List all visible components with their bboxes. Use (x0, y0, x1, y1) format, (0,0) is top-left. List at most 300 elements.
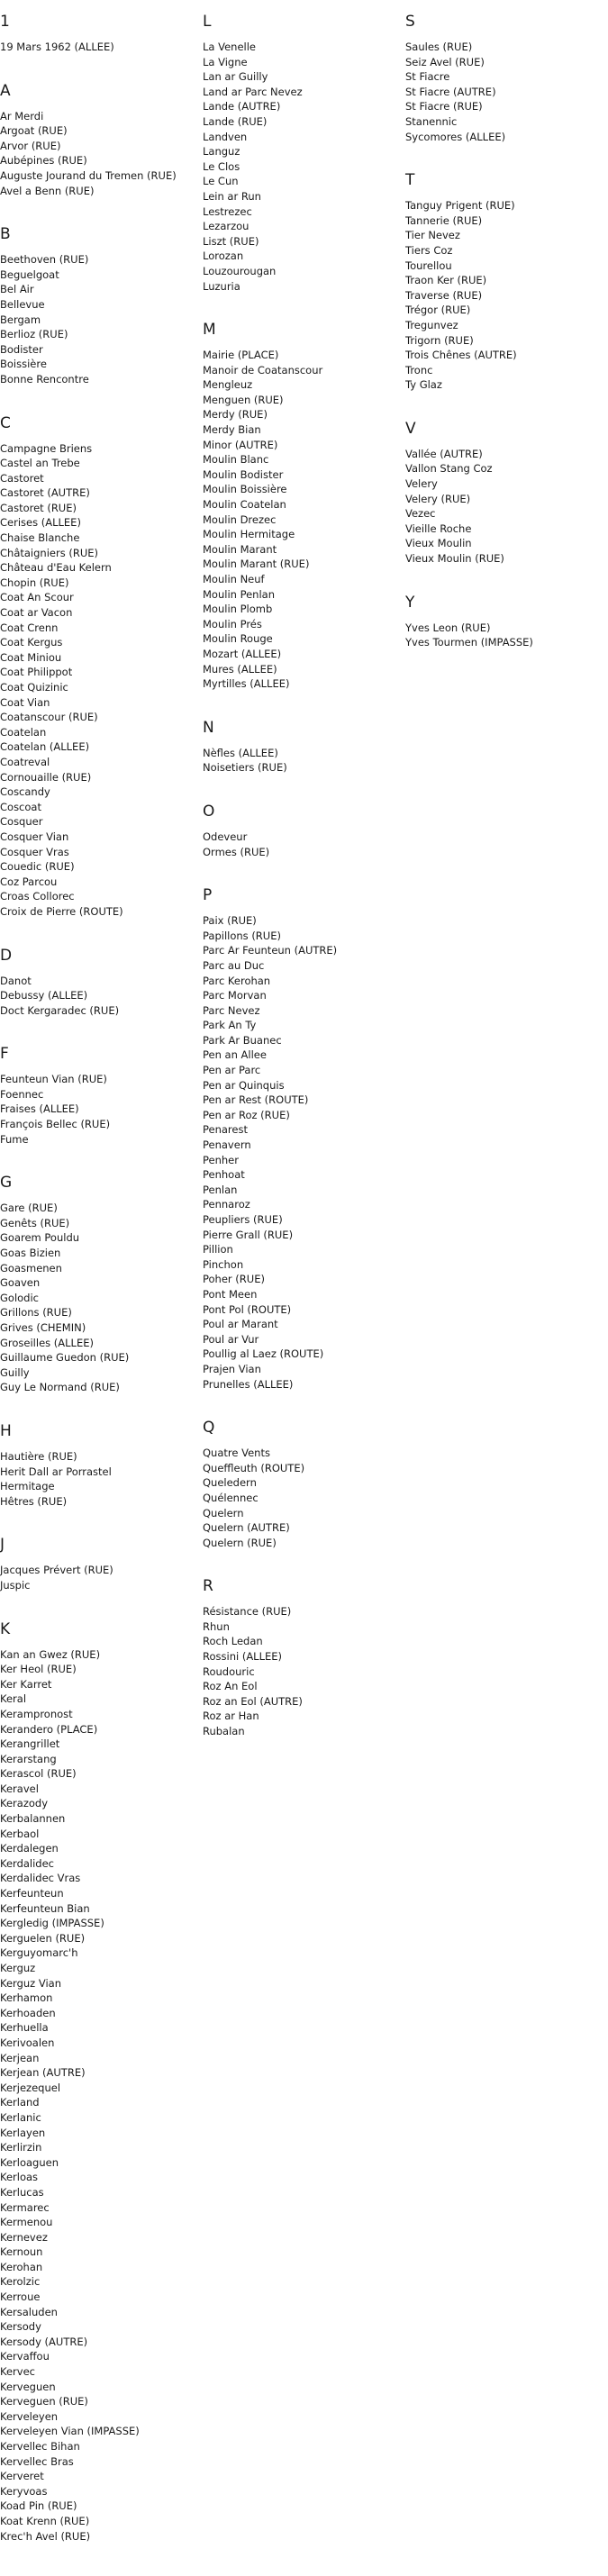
letter-section (203, 1577, 401, 1738)
street-entry: Penher (203, 1153, 239, 1166)
street-entry: Kerfeunteun Bian (0, 1901, 90, 1915)
section-letter-heading: T (405, 171, 415, 190)
street-entry: Castoret (RUE) (0, 501, 77, 514)
street-entry: Kerveret (0, 2470, 44, 2483)
street-entry: Lezarzou (203, 220, 250, 233)
street-entry: Coatanscour (RUE) (0, 711, 98, 724)
street-entry: Merdy Bian (203, 423, 261, 437)
street-entry: Odeveur (203, 830, 248, 843)
street-entry: Lande (AUTRE) (203, 100, 281, 113)
street-entry: Hêtres (RUE) (0, 1494, 68, 1508)
street-entry: Kerhoaden (0, 2006, 56, 2019)
street-entry: 19 Mars 1962 (ALLEE) (0, 41, 114, 53)
street-entry: Kersody (0, 2320, 41, 2334)
street-entry: Châtaigniers (RUE) (0, 546, 98, 559)
street-entry: Parc Morvan (203, 989, 267, 1002)
street-entry: Moulin Prés (203, 617, 262, 630)
street-entry: Tiers Coz (405, 243, 453, 257)
street-entry: Hautière (RUE) (0, 1449, 77, 1463)
street-entry: Moulin Marant (RUE) (203, 558, 310, 571)
street-entry: Goas Bizien (0, 1247, 61, 1260)
letter-section (0, 82, 198, 199)
street-entry: Cornouaille (RUE) (0, 770, 92, 784)
street-entry: Ormes (RUE) (203, 845, 270, 858)
street-entry: Bergam (0, 313, 41, 326)
street-entry: Coat Philippot (0, 666, 73, 679)
street-entry: Yves Leon (RUE) (405, 621, 491, 634)
street-entry: Seiz Avel (RUE) (405, 55, 485, 68)
letter-section (203, 886, 401, 1392)
street-entry: Coatelan (ALLEE) (0, 740, 90, 754)
street-entry: Lan ar Guilly (203, 70, 268, 84)
street-entry: Coscoat (0, 800, 41, 813)
street-entry: Aubépines (RUE) (0, 154, 87, 168)
street-entry: Quelern (203, 1506, 244, 1519)
street-entry: Keravel (0, 1782, 39, 1795)
street-entry: Pen an Allee (203, 1048, 267, 1062)
street-entry: Pen ar Quinquis (203, 1078, 285, 1092)
street-entry: Tourellou (405, 259, 452, 272)
street-entry: Tannerie (RUE) (405, 213, 483, 227)
street-entry: Jacques Prévert (RUE) (0, 1564, 113, 1577)
street-entry: Kerguyomarc'h (0, 1946, 78, 1960)
street-entry: Tregunvez (405, 318, 458, 331)
street-entry: Saules (RUE) (405, 41, 473, 53)
street-entry: Grives (CHEMIN) (0, 1321, 86, 1334)
street-entry: Park Ar Buanec (203, 1033, 282, 1047)
street-entry: Coat Miniou (0, 650, 62, 664)
section-letter-heading: G (0, 1174, 13, 1193)
street-entry: Kerlucas (0, 2185, 44, 2199)
street-entry: Château d'Eau Kelern (0, 561, 112, 575)
street-entry: Penlan (203, 1183, 238, 1196)
street-entry: Lorozan (203, 249, 244, 263)
street-entry: Le Cun (203, 175, 239, 188)
street-entry: Kerhuella (0, 2021, 49, 2035)
street-entry: Poullig al Laez (ROUTE) (203, 1347, 324, 1361)
street-entry: Kergledig (IMPASSE) (0, 1917, 104, 1930)
street-entry: Avel a Benn (RUE) (0, 184, 95, 197)
street-entry: Sycomores (ALLEE) (405, 130, 506, 143)
section-letter-heading: D (0, 946, 13, 965)
index-column-3 (405, 13, 603, 677)
street-entry: Debussy (ALLEE) (0, 989, 88, 1002)
street-entry: Groseilles (ALLEE) (0, 1336, 94, 1349)
street-entry: Peupliers (RUE) (203, 1213, 283, 1226)
letter-section (0, 947, 198, 1019)
street-entry: Cosquer Vian (0, 830, 69, 843)
street-entry: Rhun (203, 1619, 230, 1633)
street-entry: Berlioz (RUE) (0, 328, 68, 341)
street-entry: St Fiacre (405, 70, 450, 84)
street-entry: Velery (RUE) (405, 492, 471, 505)
letter-section (405, 594, 603, 650)
street-entry: Parc au Duc (203, 958, 265, 972)
street-entry: Landven (203, 130, 248, 143)
street-entry: Coat Vian (0, 695, 50, 709)
street-entry: Pen ar Parc (203, 1064, 261, 1077)
index-column-2 (203, 13, 401, 1766)
street-entry: Queffleuth (ROUTE) (203, 1461, 305, 1474)
street-entry: Tier Nevez (405, 229, 460, 242)
street-entry: Mozart (ALLEE) (203, 647, 282, 660)
section-letter-heading: J (0, 1536, 5, 1555)
street-entry: Vallée (AUTRE) (405, 447, 483, 460)
letter-section (0, 1422, 198, 1509)
letter-section (203, 803, 401, 859)
section-letter-heading: P (203, 886, 213, 905)
street-entry: Castel an Trebe (0, 457, 80, 470)
street-entry: Parc Kerohan (203, 974, 271, 987)
street-entry: Parc Ar Feunteun (AUTRE) (203, 944, 338, 957)
street-entry: Kerveguen (0, 2380, 56, 2393)
street-entry: Ar Merdi (0, 109, 44, 122)
street-entry: Kerjean (0, 2051, 40, 2064)
section-letter-heading: 1 (0, 13, 10, 31)
street-entry: Land ar Parc Nevez (203, 85, 303, 98)
street-entry: Beguelgoat (0, 268, 59, 281)
street-entry: Moulin Penlan (203, 587, 276, 601)
street-entry: Tanguy Prigent (RUE) (405, 199, 515, 213)
street-entry: Ker Karret (0, 1677, 52, 1691)
street-entry: Nèfles (ALLEE) (203, 746, 278, 759)
street-entry: Kerbaol (0, 1827, 40, 1840)
street-entry: Pen ar Rest (ROUTE) (203, 1093, 309, 1107)
street-entry: Feunteun Vian (RUE) (0, 1073, 107, 1086)
letter-section (405, 420, 603, 567)
street-entry: Roz an Eol (AUTRE) (203, 1694, 303, 1708)
street-entry: Queledern (203, 1476, 257, 1490)
street-entry: Prajen Vian (203, 1362, 261, 1375)
street-entry: Herit Dall ar Porrastel (0, 1465, 112, 1478)
street-entry: Argoat (RUE) (0, 124, 68, 138)
street-entry: Pont Meen (203, 1287, 258, 1301)
street-entry: La Venelle (203, 41, 256, 53)
street-entry: Vezec (405, 507, 436, 521)
section-letter-heading: Q (203, 1419, 215, 1438)
street-entry: Juspic (0, 1578, 31, 1592)
letter-section (0, 13, 198, 55)
street-entry: Coatelan (0, 725, 47, 739)
street-entry: Rubalan (203, 1725, 245, 1738)
street-entry: Mengleuz (203, 378, 253, 392)
street-entry: Mures (ALLEE) (203, 662, 277, 676)
street-entry: St Fiacre (AUTRE) (405, 85, 496, 98)
street-entry: Vieux Moulin (405, 537, 472, 550)
street-entry: Poul ar Marant (203, 1318, 278, 1331)
street-entry: Croix de Pierre (ROUTE) (0, 904, 123, 918)
street-entry: Moulin Bodister (203, 467, 284, 481)
street-entry: Prunelles (ALLEE) (203, 1377, 294, 1391)
street-entry: Castoret (AUTRE) (0, 486, 90, 500)
street-entry: Kerdalegen (0, 1842, 59, 1855)
street-entry: Vieille Roche (405, 522, 472, 535)
section-letter-heading: S (405, 13, 415, 31)
street-entry: Moulin Marant (203, 542, 277, 556)
street-entry: Coscandy (0, 785, 50, 799)
street-entry: Luzuria (203, 279, 240, 293)
street-entry: Bodister (0, 342, 43, 356)
street-entry: Kerivoalen (0, 2036, 55, 2049)
street-entry: Kernoun (0, 2245, 43, 2259)
section-letter-heading: A (0, 81, 11, 100)
street-entry: Poul ar Vur (203, 1332, 259, 1346)
street-entry: Guilly (0, 1365, 30, 1379)
letter-section (405, 171, 603, 393)
street-entry: Roch Ledan (203, 1635, 263, 1648)
street-entry: Languz (203, 145, 240, 159)
letter-section (0, 1620, 198, 2544)
street-entry: Kermarec (0, 2200, 50, 2214)
street-entry: Kerloaguen (0, 2155, 59, 2169)
street-entry: Guillaume Guedon (RUE) (0, 1351, 130, 1365)
street-entry: Cosquer (0, 815, 43, 829)
street-entry: Kerguz Vian (0, 1976, 61, 1990)
street-entry: Fume (0, 1132, 29, 1146)
street-entry: Bellevue (0, 297, 45, 311)
street-entry: Quélennec (203, 1491, 259, 1504)
street-entry: Arvor (RUE) (0, 139, 61, 152)
street-entry: Kermenou (0, 2216, 53, 2229)
letter-section (203, 1419, 401, 1550)
street-entry: Pinchon (203, 1257, 244, 1271)
street-entry: Moulin Drezec (203, 512, 277, 526)
street-entry: Roz ar Han (203, 1710, 259, 1723)
street-entry: Lande (RUE) (203, 114, 268, 128)
street-entry: Cerises (ALLEE) (0, 516, 81, 530)
street-entry: Lestrezec (203, 204, 252, 218)
street-entry: Foennec (0, 1087, 44, 1101)
street-entry: Lein ar Run (203, 189, 261, 203)
street-entry: Moulin Rouge (203, 632, 273, 646)
street-entry: Poher (RUE) (203, 1273, 265, 1286)
street-entry: Kerbalannen (0, 1812, 66, 1826)
street-entry: Quelern (AUTRE) (203, 1521, 290, 1535)
section-letter-heading: B (0, 225, 11, 244)
street-entry: Kervellec Bras (0, 2454, 74, 2468)
street-entry: Bel Air (0, 283, 34, 296)
street-entry: Goasmenen (0, 1261, 62, 1274)
street-entry: Le Clos (203, 159, 240, 173)
street-entry: Genêts (RUE) (0, 1216, 70, 1229)
street-entry: Pierre Grall (RUE) (203, 1228, 294, 1241)
letter-section (0, 1045, 198, 1147)
street-entry: Kersaluden (0, 2305, 58, 2318)
street-entry: Manoir de Coatanscour (203, 363, 323, 376)
street-entry: Keral (0, 1692, 27, 1706)
street-entry: Quelern (RUE) (203, 1536, 277, 1549)
street-entry: Kervellec Bihan (0, 2440, 80, 2453)
street-entry: Merdy (RUE) (203, 408, 268, 422)
street-entry: Noisetiers (RUE) (203, 761, 287, 775)
street-entry: Kersody (AUTRE) (0, 2335, 88, 2348)
street-entry: Kerfeunteun (0, 1887, 64, 1900)
street-entry: Kerlirzin (0, 2141, 42, 2154)
street-entry: Mairie (PLACE) (203, 349, 279, 362)
street-entry: Pen ar Roz (RUE) (203, 1108, 290, 1121)
street-entry: Velery (405, 477, 438, 491)
street-entry: La Vigne (203, 55, 248, 68)
street-entry: Rossini (ALLEE) (203, 1650, 283, 1664)
street-entry: Kernevez (0, 2230, 48, 2244)
street-entry: Kerloas (0, 2171, 39, 2184)
street-entry: Bonne Rencontre (0, 372, 89, 385)
street-entry: Moulin Blanc (203, 453, 269, 467)
street-entry: Penavern (203, 1138, 251, 1152)
street-entry: Kerangrillet (0, 1737, 60, 1751)
street-entry: Guy Le Normand (RUE) (0, 1381, 120, 1394)
section-letter-heading: M (203, 321, 216, 340)
section-letter-heading: N (203, 718, 214, 737)
street-entry: Kerandero (PLACE) (0, 1722, 98, 1736)
street-entry: Castoret (0, 471, 44, 485)
street-entry: Coat Kergus (0, 636, 63, 649)
street-entry: Koat Krenn (RUE) (0, 2514, 90, 2527)
letter-section (0, 1174, 198, 1395)
street-entry: Couedic (RUE) (0, 860, 75, 874)
street-entry: Ker Heol (RUE) (0, 1663, 77, 1676)
street-entry: Yves Tourmen (IMPASSE) (405, 636, 533, 649)
street-entry: Roz An Eol (203, 1680, 258, 1693)
street-entry: Penhoat (203, 1168, 245, 1182)
street-entry: Coat Quizinic (0, 681, 68, 694)
letter-section (0, 225, 198, 386)
street-entry: Kerland (0, 2096, 40, 2109)
street-entry: Kan an Gwez (RUE) (0, 1647, 101, 1661)
street-entry: Kervec (0, 2365, 35, 2379)
street-entry: Kerguelen (RUE) (0, 1931, 86, 1945)
street-entry: St Fiacre (RUE) (405, 100, 483, 113)
section-letter-heading: H (0, 1421, 12, 1440)
street-entry: Parc Nevez (203, 1003, 260, 1017)
street-entry: Kerazody (0, 1797, 48, 1810)
street-entry: Résistance (RUE) (203, 1605, 292, 1619)
street-entry: Kerjezequel (0, 2081, 61, 2094)
street-entry: Moulin Neuf (203, 573, 265, 585)
street-entry: Coat An Scour (0, 591, 74, 604)
section-letter-heading: V (405, 419, 416, 438)
section-letter-heading: C (0, 413, 11, 432)
street-entry: Keryvoas (0, 2484, 48, 2498)
section-letter-heading: K (0, 1619, 11, 1638)
street-entry: Kerroue (0, 2290, 41, 2304)
street-entry: Moulin Plomb (203, 603, 273, 616)
letter-section (405, 13, 603, 144)
street-entry: Trigorn (RUE) (405, 333, 474, 347)
street-entry: Kerjean (AUTRE) (0, 2066, 86, 2080)
street-entry: Kerohan (0, 2260, 43, 2273)
street-entry: Traon Ker (RUE) (405, 274, 487, 287)
street-entry: Goarem Pouldu (0, 1231, 80, 1245)
street-entry: Penarest (203, 1123, 248, 1137)
street-entry: Pennaroz (203, 1198, 250, 1211)
street-entry: Kerolzic (0, 2275, 41, 2289)
street-entry: Traverse (RUE) (405, 288, 483, 302)
street-entry: Moulin Boissière (203, 483, 287, 496)
street-entry: Kerarstang (0, 1752, 57, 1765)
index-column-1 (0, 13, 198, 2571)
street-entry: Ty Glaz (405, 378, 442, 392)
street-entry: Kerveguen (RUE) (0, 2395, 88, 2408)
street-entry: Coat Crenn (0, 621, 59, 634)
street-entry: Kerguz (0, 1962, 36, 1974)
street-entry: Myrtilles (ALLEE) (203, 677, 290, 691)
street-entry: Pillion (203, 1243, 233, 1256)
street-entry: Moulin Hermitage (203, 528, 295, 541)
street-entry: Hermitage (0, 1480, 55, 1493)
street-entry: Fraises (ALLEE) (0, 1102, 79, 1116)
street-entry: Moulin Coatelan (203, 498, 286, 512)
street-entry: François Bellec (RUE) (0, 1118, 111, 1131)
street-entry: Kerdalidec Vras (0, 1872, 81, 1885)
street-entry: Koad Pin (RUE) (0, 2499, 77, 2513)
street-entry: Danot (0, 974, 32, 987)
street-entry: Kervaffou (0, 2350, 50, 2363)
street-entry: Stanennic (405, 114, 458, 128)
street-entry: Kerveleyen Vian (IMPASSE) (0, 2425, 140, 2438)
street-entry: Vallon Stang Coz (405, 462, 493, 476)
letter-section (0, 1536, 198, 1592)
street-entry: Coatreval (0, 755, 50, 768)
section-letter-heading: F (0, 1045, 9, 1064)
street-entry: Chaise Blanche (0, 531, 80, 545)
street-entry: Beethoven (RUE) (0, 253, 89, 267)
street-entry: Kerveleyen (0, 2409, 59, 2423)
street-entry: Grillons (RUE) (0, 1306, 72, 1320)
street-entry: Park An Ty (203, 1019, 257, 1032)
street-entry: Roudouric (203, 1664, 255, 1678)
street-entry: Minor (AUTRE) (203, 438, 278, 451)
street-entry: Gare (RUE) (0, 1202, 58, 1215)
street-entry: Chopin (RUE) (0, 576, 69, 589)
street-entry: Croas Collorec (0, 890, 75, 903)
letter-section (203, 321, 401, 692)
letter-section (203, 13, 401, 294)
section-letter-heading: L (203, 13, 212, 31)
street-entry: Trois Chênes (AUTRE) (405, 349, 517, 362)
section-letter-heading: O (203, 802, 215, 821)
street-entry: Vieux Moulin (RUE) (405, 552, 504, 566)
street-entry: Auguste Jourand du Tremen (RUE) (0, 168, 177, 182)
street-entry: Doct Kergaradec (RUE) (0, 1003, 120, 1017)
street-entry: Kerampronost (0, 1707, 73, 1720)
street-entry: Paix (RUE) (203, 914, 257, 928)
street-entry: Pont Pol (ROUTE) (203, 1302, 292, 1316)
letter-section (203, 719, 401, 776)
street-entry: Kerascol (RUE) (0, 1767, 77, 1781)
street-entry: Krec'h Avel (RUE) (0, 2529, 91, 2543)
street-entry: Louzourougan (203, 264, 277, 277)
street-entry: Kerlanic (0, 2110, 41, 2124)
letter-section (0, 414, 198, 920)
street-entry: Trégor (RUE) (405, 304, 471, 317)
street-entry: Kerlayen (0, 2126, 46, 2139)
section-letter-heading: R (203, 1577, 213, 1596)
street-entry: Coz Parcou (0, 875, 58, 888)
street-entry: Menguen (RUE) (203, 393, 284, 406)
section-letter-heading: Y (405, 593, 415, 612)
street-entry: Coat ar Vacon (0, 606, 73, 620)
street-entry: Campagne Briens (0, 441, 93, 455)
street-entry: Tronc (405, 363, 433, 376)
street-entry: Liszt (RUE) (203, 234, 259, 248)
street-entry: Boissière (0, 358, 47, 371)
street-entry: Goaven (0, 1276, 41, 1290)
street-entry: Quatre Vents (203, 1447, 270, 1460)
street-entry: Cosquer Vras (0, 845, 69, 858)
street-entry: Golodic (0, 1291, 39, 1304)
street-entry: Papillons (RUE) (203, 929, 281, 942)
